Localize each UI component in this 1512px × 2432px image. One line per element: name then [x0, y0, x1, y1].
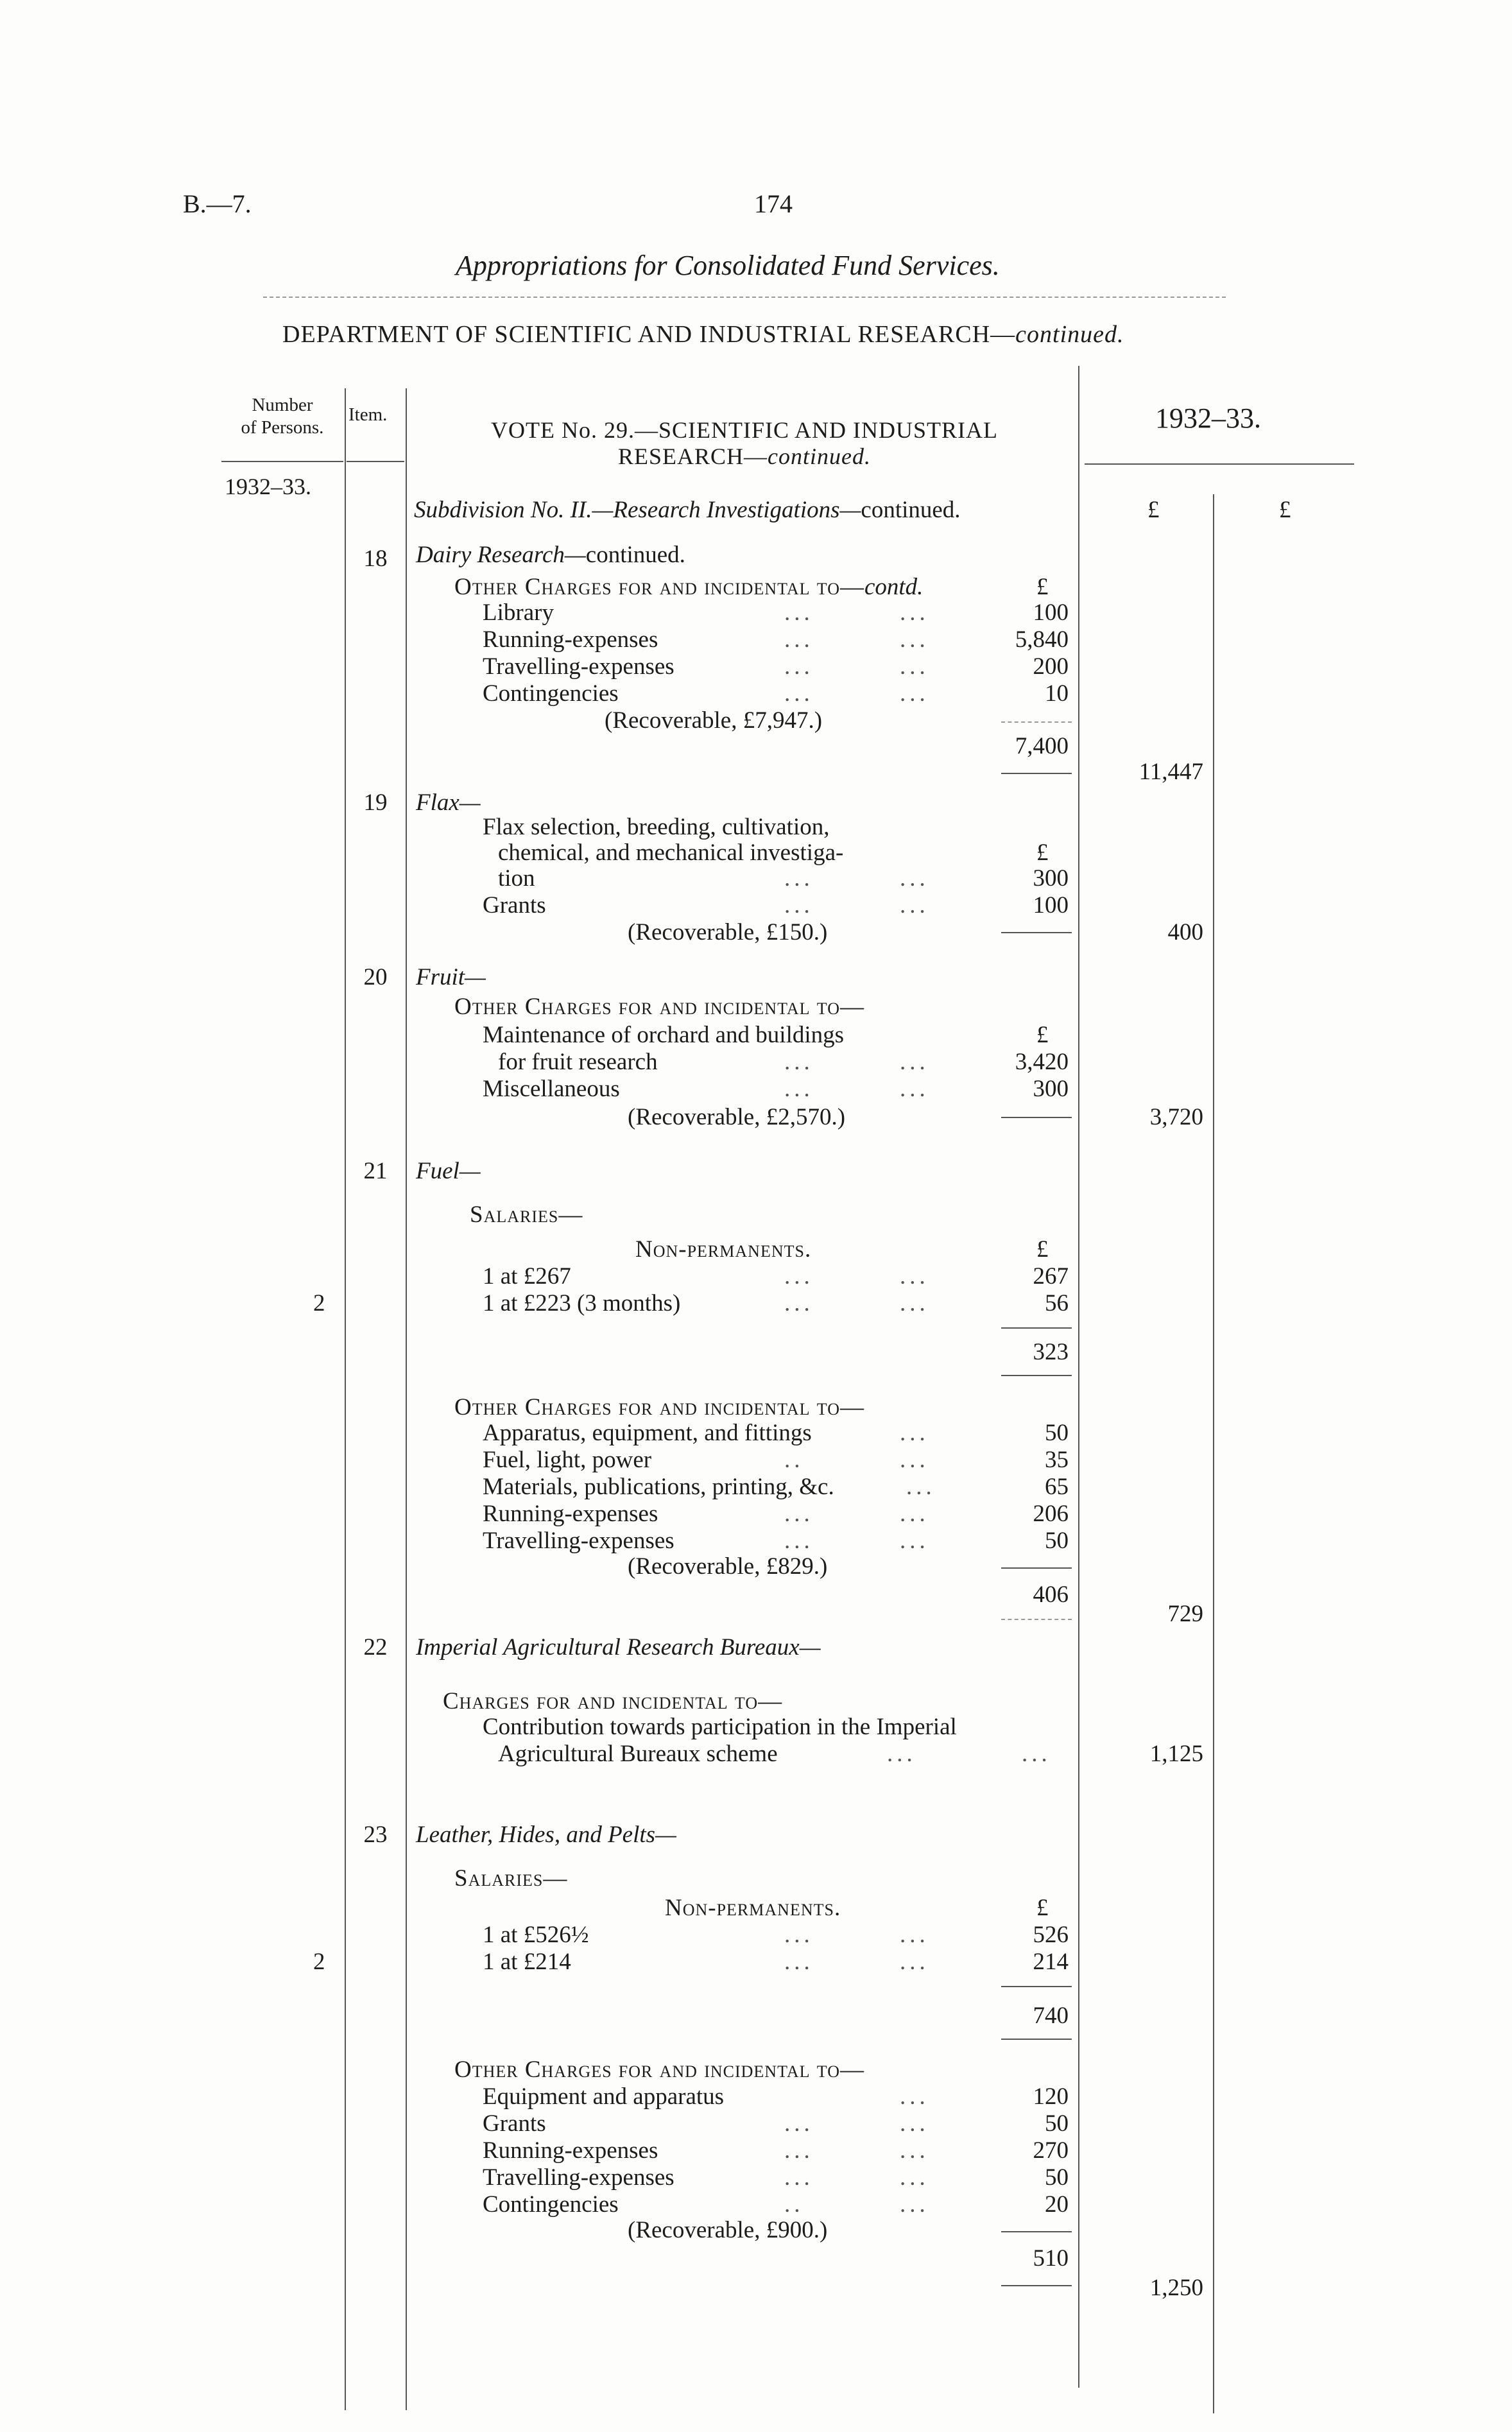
item-21-salary-dots-1: ... — [784, 1263, 814, 1289]
item-header-rule — [347, 461, 404, 462]
item-23-salary-total-rule — [1001, 2039, 1072, 2040]
subdivision-continued: continued. — [861, 497, 961, 523]
item-23-title: Leather, Hides, and Pelts— — [416, 1822, 676, 1848]
item-23-number: 23 — [363, 1822, 388, 1848]
item-20-dots-2: ... — [784, 1076, 814, 1102]
item-18-amount-running: 5,840 — [1015, 626, 1069, 653]
item-21-persons: 2 — [313, 1290, 325, 1316]
item-21-dots-4: ... — [784, 1501, 814, 1527]
item-20-dots-2b: ... — [900, 1076, 929, 1102]
item-22-charges: Charges for and incidental to— — [443, 1688, 783, 1714]
item-22-title: Imperial Agricultural Research Bureaux— — [416, 1634, 821, 1660]
item-23-amount-running: 270 — [1033, 2137, 1069, 2164]
number-of-persons-line-2: of Persons. — [241, 417, 324, 438]
currency-column-1: £ — [1147, 497, 1160, 523]
item-22-description-2: Agricultural Bureaux scheme — [498, 1741, 778, 1767]
item-18-total: 11,447 — [1138, 759, 1203, 785]
item-21-total: 729 — [1167, 1601, 1203, 1627]
item-21-salary-total-rule — [1001, 1375, 1072, 1376]
item-23-persons: 2 — [313, 1949, 325, 1975]
item-22-dots-1b: ... — [1022, 1741, 1051, 1767]
item-23-salary-dots-2b: ... — [900, 1949, 929, 1975]
item-21-line-apparatus: Apparatus, equipment, and fittings — [483, 1420, 812, 1446]
item-23-other-charges: Other Charges for and incidental to— — [454, 2057, 864, 2083]
item-23-salary-total: 740 — [1033, 2003, 1069, 2029]
item-21-other-charges: Other Charges for and incidental to— — [454, 1394, 864, 1420]
item-19-description-2: chemical, and mechanical investiga- — [498, 840, 844, 866]
amount-header-rule — [1085, 463, 1354, 465]
item-18-dots-3: ... — [784, 653, 814, 680]
item-21-number: 21 — [363, 1158, 388, 1184]
item-20-description-1: Maintenance of orchard and buildings — [483, 1022, 845, 1048]
item-23-dots-3b: ... — [900, 2137, 929, 2164]
title-rule — [263, 297, 1226, 298]
persons-column-rule — [345, 388, 346, 2410]
number-of-persons-header — [221, 394, 343, 439]
persons-header-rule — [221, 461, 343, 462]
currency-column-2: £ — [1279, 497, 1291, 523]
item-21-dots-4b: ... — [900, 1501, 929, 1527]
item-20-amount-1: 3,420 — [1015, 1049, 1069, 1075]
item-23-dots-4: ... — [784, 2164, 814, 2191]
item-23-line-contingencies: Contingencies — [483, 2191, 619, 2218]
item-23-dots-5: .. — [784, 2191, 804, 2218]
item-21-salary-2: 1 at £223 (3 months) — [483, 1290, 681, 1316]
item-21-amount-travelling: 50 — [1045, 1528, 1069, 1554]
item-18-other-charges — [454, 575, 923, 599]
item-21-subtotal: 406 — [1033, 1582, 1069, 1608]
item-21-dots-5b: ... — [900, 1528, 929, 1554]
item-21-salary-amount-1: 267 — [1033, 1263, 1069, 1289]
item-22-dots-1: ... — [887, 1741, 916, 1767]
item-21-salary-dots-2b: ... — [900, 1290, 929, 1316]
item-21-dots-5: ... — [784, 1528, 814, 1554]
item-21-salary-rule — [1001, 1327, 1072, 1329]
item-column-rule — [406, 388, 407, 2410]
item-21-dots-1: ... — [900, 1420, 929, 1446]
item-18-subtotal-rule — [1001, 721, 1072, 723]
item-21-dots-3: ... — [906, 1474, 936, 1500]
item-18-dots-1b: ... — [900, 599, 929, 626]
item-19-total-rule — [1001, 932, 1072, 933]
item-18-dots-3b: ... — [900, 653, 929, 680]
item-19-description-3: tion — [498, 865, 535, 892]
item-21-amount-fuel: 35 — [1045, 1447, 1069, 1473]
vote-heading-research: RESEARCH— — [617, 444, 768, 470]
item-23-subtotal: 510 — [1033, 2245, 1069, 2272]
item-23-salary-dots-1: ... — [784, 1922, 814, 1948]
item-18-currency: £ — [1036, 574, 1049, 600]
item-20-description-2: for fruit research — [498, 1049, 658, 1075]
item-21-amount-apparatus: 50 — [1045, 1420, 1069, 1446]
subdivision-heading — [414, 498, 961, 522]
item-23-non-permanents: Non-permanents. — [665, 1895, 841, 1921]
item-20-dots-1b: ... — [900, 1049, 929, 1075]
item-23-dots-3: ... — [784, 2137, 814, 2164]
vote-heading — [404, 417, 1085, 470]
item-20-dots-1: ... — [784, 1049, 814, 1075]
item-23-salaries: Salaries— — [454, 1865, 568, 1892]
item-20-miscellaneous: Miscellaneous — [483, 1076, 620, 1102]
item-19-dots-2b: ... — [900, 892, 929, 918]
item-23-salary-dots-1b: ... — [900, 1922, 929, 1948]
item-23-amount-grants: 50 — [1045, 2110, 1069, 2137]
number-of-persons-line-1: Number — [252, 395, 313, 415]
department-heading — [282, 322, 1124, 347]
item-19-amount-2: 100 — [1033, 892, 1069, 918]
item-21-subtotal-rule — [1001, 1567, 1072, 1569]
item-23-amount-contingencies: 20 — [1045, 2191, 1069, 2218]
item-21-currency: £ — [1036, 1236, 1049, 1263]
item-19-grants: Grants — [483, 892, 546, 918]
item-21-recoverable: (Recoverable, £829.) — [628, 1553, 828, 1580]
item-23-dots-1: ... — [900, 2083, 929, 2110]
item-23-salary-1: 1 at £526½ — [483, 1922, 589, 1948]
item-21-salaries: Salaries— — [470, 1202, 583, 1228]
item-22-description-1: Contribution towards participation in the Imperial — [483, 1714, 957, 1740]
item-18-subtotal: 7,400 — [1015, 733, 1069, 759]
item-23-recoverable: (Recoverable, £900.) — [628, 2217, 828, 2243]
item-21-title: Fuel— — [416, 1158, 481, 1184]
page-title: Appropriations for Consolidated Fund Services. — [456, 250, 1000, 281]
page-number: 174 — [754, 189, 793, 218]
item-18-total-rule — [1001, 773, 1072, 774]
item-18-recoverable: (Recoverable, £7,947.) — [605, 707, 823, 734]
item-20-number: 20 — [363, 964, 388, 990]
department-name: DEPARTMENT OF SCIENTIFIC AND INDUSTRIAL RESEARCH— — [282, 321, 1016, 348]
item-19-title: Flax— — [416, 789, 481, 816]
item-18-amount-travelling: 200 — [1033, 653, 1069, 680]
item-21-line-materials: Materials, publications, printing, &c. — [483, 1474, 834, 1500]
item-23-salary-2: 1 at £214 — [483, 1949, 571, 1975]
item-21-dots-2: .. — [784, 1447, 804, 1473]
item-18-line-running: Running-expenses — [483, 626, 658, 653]
item-18-title — [416, 543, 685, 567]
item-18-dots-1: ... — [784, 599, 814, 626]
item-23-salary-rule — [1001, 1986, 1072, 1987]
page-ref: B.—7. — [183, 189, 252, 218]
item-18-title-continued: continued. — [585, 542, 685, 568]
item-23-currency: £ — [1036, 1895, 1049, 1921]
item-19-number: 19 — [363, 789, 388, 816]
year-heading-right: 1932–33. — [1155, 402, 1261, 434]
item-23-dots-2: ... — [784, 2110, 814, 2137]
item-23-line-grants: Grants — [483, 2110, 546, 2137]
item-18-dots-2b: ... — [900, 626, 929, 653]
item-19-dots-1b: ... — [900, 865, 929, 892]
item-20-other-charges: Other Charges for and incidental to— — [454, 994, 864, 1020]
item-23-total-rule — [1001, 2285, 1072, 2286]
item-18-number: 18 — [363, 546, 388, 572]
year-heading-left: 1932–33. — [225, 474, 311, 499]
item-23-line-travelling: Travelling-expenses — [483, 2164, 674, 2191]
item-18-other-charges-contd: contd. — [864, 574, 924, 600]
item-20-total-rule — [1001, 1117, 1072, 1118]
item-18-line-library: Library — [483, 599, 554, 626]
item-23-total: 1,250 — [1149, 2275, 1203, 2301]
item-21-line-fuel: Fuel, light, power — [483, 1447, 652, 1473]
item-21-salary-dots-1b: ... — [900, 1263, 929, 1289]
item-23-subtotal-rule — [1001, 2231, 1072, 2232]
item-18-other-charges-text: Other Charges for and incidental to— — [454, 574, 864, 600]
item-19-total: 400 — [1167, 919, 1203, 945]
item-23-salary-amount-1: 526 — [1033, 1922, 1069, 1948]
item-18-amount-contingencies: 10 — [1045, 680, 1069, 707]
item-18-dots-2: ... — [784, 626, 814, 653]
subdivision-title: Subdivision No. II.—Research Investigations— — [414, 497, 861, 523]
item-22-total: 1,125 — [1149, 1741, 1203, 1767]
item-23-amount-equipment: 120 — [1033, 2083, 1069, 2110]
item-18-title-text: Dairy Research— — [416, 542, 586, 568]
item-19-recoverable: (Recoverable, £150.) — [628, 919, 828, 945]
vote-heading-line-1: VOTE No. 29.—SCIENTIFIC AND INDUSTRIAL — [491, 417, 998, 443]
inner-amount-column-rule — [1078, 366, 1079, 2388]
item-23-line-running: Running-expenses — [483, 2137, 658, 2164]
item-21-amount-running: 206 — [1033, 1501, 1069, 1527]
item-20-total: 3,720 — [1149, 1104, 1203, 1130]
item-19-description-1: Flax selection, breeding, cultivation, — [483, 814, 830, 840]
vote-heading-continued: continued. — [768, 444, 871, 470]
item-21-line-travelling: Travelling-expenses — [483, 1528, 674, 1554]
item-21-line-running: Running-expenses — [483, 1501, 658, 1527]
vote-heading-line-2 — [404, 444, 1085, 470]
item-18-amount-library: 100 — [1033, 599, 1069, 626]
item-21-total-rule — [1001, 1619, 1072, 1620]
item-19-amount-1: 300 — [1033, 865, 1069, 892]
item-21-dots-2b: ... — [900, 1447, 929, 1473]
item-23-dots-2b: ... — [900, 2110, 929, 2137]
item-21-salary-amount-2: 56 — [1045, 1290, 1069, 1316]
item-23-salary-dots-2: ... — [784, 1949, 814, 1975]
item-19-dots-2: ... — [784, 892, 814, 918]
item-19-dots-1: ... — [784, 865, 814, 892]
item-23-salary-amount-2: 214 — [1033, 1949, 1069, 1975]
item-21-salary-dots-2: ... — [784, 1290, 814, 1316]
item-header: Item. — [348, 404, 388, 425]
item-18-line-contingencies: Contingencies — [483, 680, 619, 707]
item-22-number: 22 — [363, 1634, 388, 1660]
item-21-amount-materials: 65 — [1045, 1474, 1069, 1500]
item-23-dots-5b: ... — [900, 2191, 929, 2218]
item-21-non-permanents: Non-permanents. — [635, 1236, 812, 1263]
item-20-amount-2: 300 — [1033, 1076, 1069, 1102]
item-20-recoverable: (Recoverable, £2,570.) — [628, 1104, 846, 1130]
item-21-salary-1: 1 at £267 — [483, 1263, 571, 1289]
item-18-dots-4: ... — [784, 680, 814, 707]
item-21-salary-total: 323 — [1033, 1339, 1069, 1365]
item-23-dots-4b: ... — [900, 2164, 929, 2191]
item-19-currency: £ — [1036, 840, 1049, 866]
item-20-title: Fruit— — [416, 964, 486, 990]
item-18-line-travelling: Travelling-expenses — [483, 653, 674, 680]
item-20-currency: £ — [1036, 1022, 1049, 1048]
outer-amount-column-rule — [1213, 494, 1214, 2413]
item-23-amount-travelling: 50 — [1045, 2164, 1069, 2191]
item-23-line-equipment: Equipment and apparatus — [483, 2083, 725, 2110]
department-continued: continued. — [1015, 321, 1124, 348]
item-18-dots-4b: ... — [900, 680, 929, 707]
